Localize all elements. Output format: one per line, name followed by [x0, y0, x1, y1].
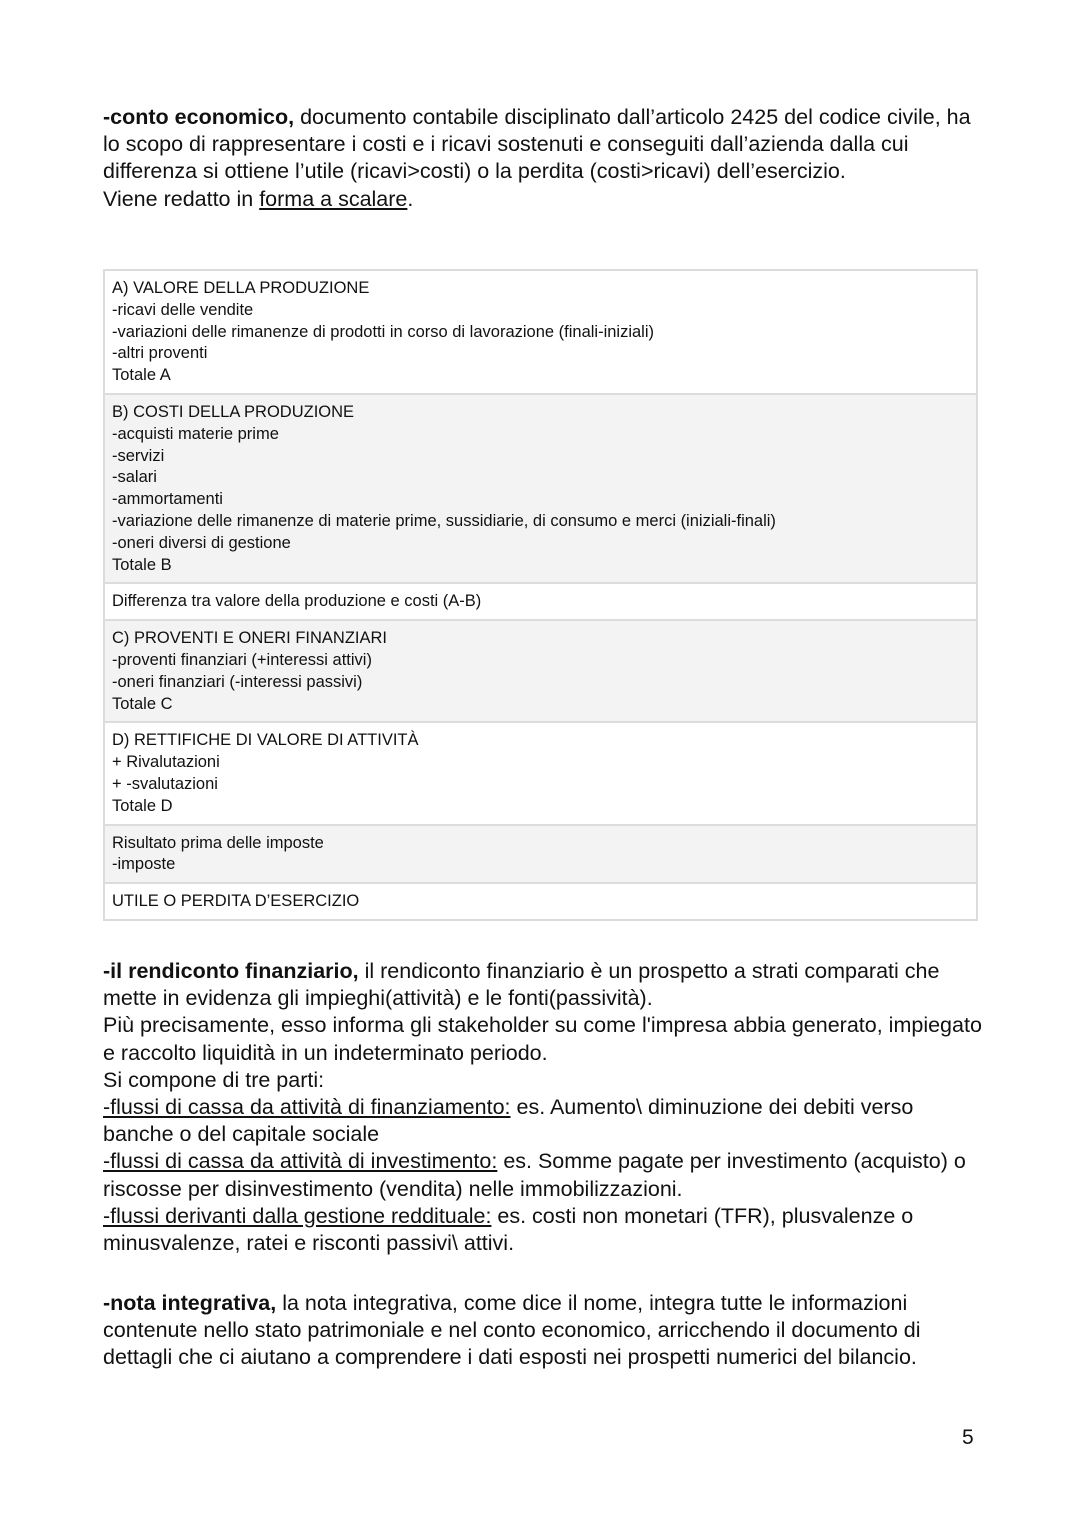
table-row: [104, 722, 977, 824]
flusso-text: es. Aumento\ diminuzione dei debiti verso banche o del capitale sociale: [103, 1095, 914, 1147]
form-suffix: .: [407, 186, 414, 211]
table-cell: [104, 883, 977, 920]
flusso-finanziamento: [103, 1094, 983, 1148]
table-row: [104, 394, 977, 583]
conto-economico-table: [103, 269, 978, 921]
table-row: [104, 583, 977, 620]
nota-integrativa-paragraph: [103, 1290, 983, 1372]
line-item: -ammortamenti: [112, 490, 223, 509]
table-cell: [104, 825, 977, 884]
table-cell: [104, 583, 977, 620]
table-cell: [104, 722, 977, 824]
table-cell: [104, 270, 977, 394]
table-cell: [104, 620, 977, 722]
line-item: Totale C: [112, 694, 173, 713]
rendiconto-text3: Si compone di tre parti:: [103, 1067, 325, 1092]
term-nota-integrativa: -nota integrativa,: [103, 1291, 277, 1315]
rendiconto-paragraph: [103, 958, 983, 1257]
flusso-investimento: [103, 1148, 983, 1202]
line-item: + -svalutazioni: [112, 774, 218, 793]
flusso-text: es. Somme pagate per investimento (acquisto) o riscosse per disinvestimento (vendita) nelle immobilizzazioni.: [103, 1149, 966, 1201]
section-heading: A) VALORE DELLA PRODUZIONE: [112, 279, 370, 297]
section-heading: D) RETTIFICHE DI VALORE DI ATTIVITÀ: [112, 731, 419, 750]
line-item: -ricavi delle vendite: [112, 300, 254, 319]
line-item: -servizi: [112, 446, 165, 465]
line-item: -oneri finanziari (-interessi passivi): [112, 672, 363, 691]
line-item: -variazioni delle rimanenze di prodotti in corso di lavorazione (finali-iniziali): [112, 322, 654, 341]
rendiconto-text: il rendiconto finanziario è un prospetto a strati comparati che mette in evidenza gli impieghi(attività) e le fonti(passività).: [103, 959, 940, 1011]
section-heading: C) PROVENTI E ONERI FINANZIARI: [112, 629, 388, 648]
line-item: -acquisti materie prime: [112, 424, 279, 443]
rendiconto-text2: Più precisamente, esso informa gli stakeholder su come l'impresa abbia generato, impiegato e raccolto liquidità in un indeterminato periodo.: [103, 1013, 982, 1065]
line-item: Totale D: [112, 796, 173, 815]
line-item: Totale B: [112, 555, 172, 574]
line-item: + Rivalutazioni: [112, 753, 220, 772]
conto-economico-text: documento contabile disciplinato dall’articolo 2425 del codice civile, ha lo scopo di rappresentare i costi e i ricavi sostenuti e conseguiti dall’azienda dalla cui differenza si ottiene l’utile (ricavi>costi) o la perdita (costi>ricavi) dell’esercizio.: [103, 105, 971, 184]
section-heading: Differenza tra valore della produzione e costi (A-B): [112, 592, 482, 611]
section-heading: UTILE O PERDITA D’ESERCIZIO: [112, 892, 360, 911]
line-item: -proventi finanziari (+interessi attivi): [112, 650, 372, 669]
flusso-text: es. costi non monetari (TFR), plusvalenze o minusvalenze, ratei e risconti passivi\ attivi.: [103, 1203, 914, 1256]
table-row: [104, 270, 977, 394]
line-item: -variazione delle rimanenze di materie prime, sussidiarie, di consumo e merci (iniziali-finali): [112, 511, 776, 530]
table-row: [104, 825, 977, 884]
line-item: -altri proventi: [112, 344, 208, 363]
table-row: [104, 883, 977, 920]
flusso-label: -flussi di cassa da attività di finanziamento:: [103, 1095, 511, 1120]
form-prefix: Viene redatto in: [103, 186, 260, 211]
line-item: Totale A: [112, 366, 171, 385]
conto-economico-paragraph: [103, 104, 983, 213]
section-heading: Risultato prima delle imposte: [112, 833, 324, 852]
term-conto-economico: -conto economico,: [103, 105, 295, 129]
line-item: -salari: [112, 468, 157, 487]
line-item: -oneri diversi di gestione: [112, 533, 291, 552]
line-item: -imposte: [112, 855, 176, 874]
flusso-label: -flussi derivanti dalla gestione reddituale:: [103, 1203, 492, 1228]
section-heading: B) COSTI DELLA PRODUZIONE: [112, 402, 355, 421]
table-cell: [104, 394, 977, 583]
page-number: 5: [962, 1426, 974, 1449]
nota-text: la nota integrativa, come dice il nome, integra tutte le informazioni contenute nello stato patrimoniale e nel conto economico, arricchendo il documento di dettagli che ci aiutano a comprendere i dati esposti nei prospetti numerici del bilancio.: [103, 1291, 921, 1370]
flusso-label: -flussi di cassa da attività di investimento:: [103, 1149, 498, 1174]
table-row: [104, 620, 977, 722]
term-rendiconto: -il rendiconto finanziario,: [103, 959, 359, 983]
forma-a-scalare-link: forma a scalare: [259, 186, 408, 211]
flusso-reddituale: [103, 1203, 983, 1257]
